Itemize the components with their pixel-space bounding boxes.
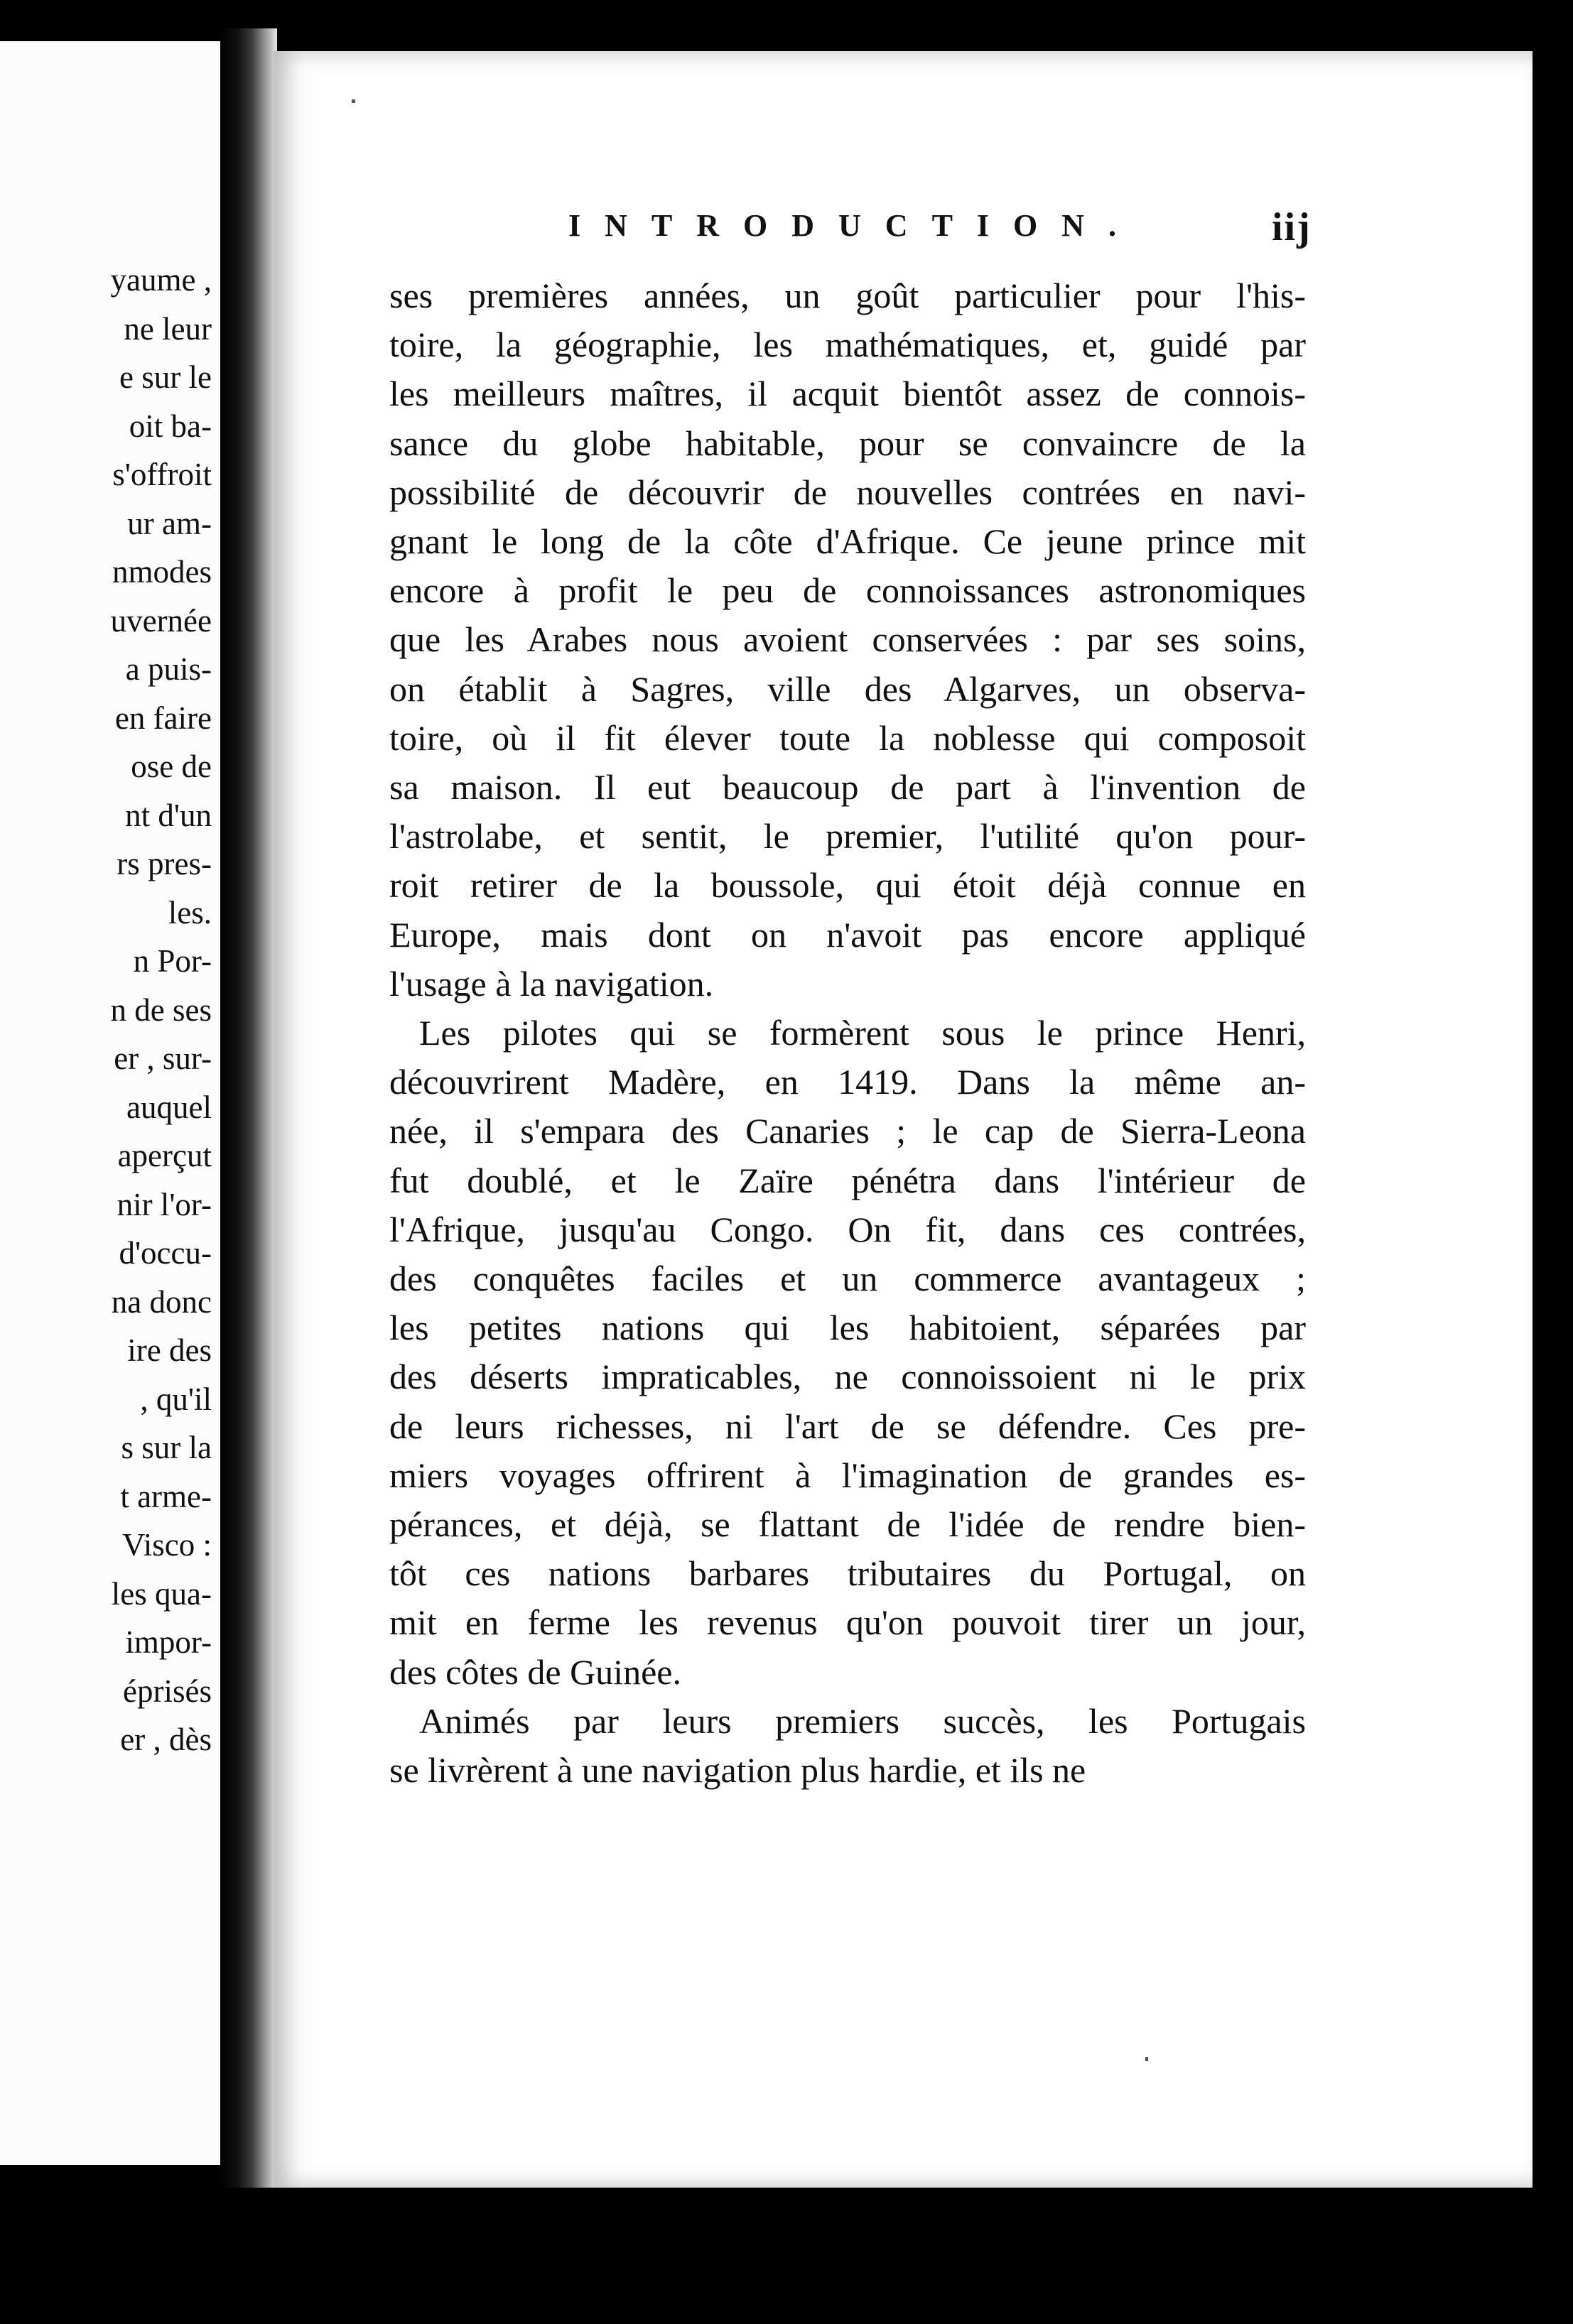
left-page-line: ur am-	[127, 505, 212, 541]
left-page-line: ire des	[127, 1332, 212, 1368]
paragraph	[389, 1697, 1306, 1795]
page-speck	[352, 99, 355, 103]
left-page-text	[111, 256, 212, 1764]
text-line: ses premières années, un goût particulier pour l'his-	[389, 276, 1306, 315]
text-line: toire, la géographie, les mathématiques, et, guidé par	[389, 325, 1306, 365]
text-line: née, il s'empara des Canaries ; le cap de Sierra-Leona	[389, 1111, 1306, 1151]
left-page-line: aperçut	[117, 1138, 212, 1173]
text-line: possibilité de découvrir de nouvelles contrées en navi-	[389, 472, 1306, 512]
text-line: toire, où il fit élever toute la noblesse qui composoit	[389, 717, 1306, 758]
left-page-line: ne leur	[124, 310, 212, 347]
paragraph	[389, 271, 1306, 1009]
left-page-line: uvernée	[110, 602, 212, 639]
text-line: des déserts impraticables, ne connoissoient ni le prix	[389, 1357, 1306, 1397]
left-page-line: Visco :	[121, 1527, 212, 1563]
left-page-line: nt d'un	[125, 797, 212, 833]
left-page-line: s sur la	[121, 1430, 212, 1465]
left-page-line: oit ba-	[129, 408, 212, 444]
text-line: on établit à Sagres, ville des Algarves, un observa-	[389, 668, 1306, 709]
text-line: gnant le long de la côte d'Afrique. Ce jeune prince mit	[389, 521, 1306, 562]
text-line: se livrèrent à une navigation plus hardie, et ils ne	[389, 1750, 1086, 1791]
text-line: l'astrolabe, et sentit, le premier, l'utilité qu'on pour-	[389, 816, 1306, 857]
left-facing-page	[0, 41, 220, 2165]
text-line: Europe, mais dont on n'avoit pas encore appliqué	[389, 914, 1306, 955]
left-page-line: s'offroit	[112, 457, 212, 492]
left-page-line: er , sur-	[114, 1041, 212, 1076]
text-line: découvrirent Madère, en 1419. Dans la même an-	[389, 1062, 1306, 1102]
body-text	[389, 271, 1306, 1795]
page-number: iij	[1272, 205, 1312, 249]
left-page-line: , qu'il	[140, 1381, 212, 1417]
left-page-line: les qua-	[111, 1575, 212, 1612]
left-page-line: a puis-	[125, 651, 212, 687]
paragraph	[389, 1009, 1306, 1697]
left-page-line: yaume ,	[110, 262, 212, 298]
text-line: fut doublé, et le Zaïre pénétra dans l'intérieur de	[389, 1160, 1306, 1200]
text-line: que les Arabes nous avoient conservées : par ses soins,	[389, 619, 1306, 660]
left-page-line: en faire	[114, 700, 212, 736]
text-line: encore à profit le peu de connoissances astronomiques	[389, 570, 1306, 611]
text-line: les meilleurs maîtres, il acquit bientôt assez de connois-	[389, 374, 1306, 414]
text-line: sance du globe habitable, pour se convaincre de la	[389, 423, 1306, 463]
left-page-line: d'occu-	[119, 1235, 212, 1271]
text-line: Les pilotes qui se formèrent sous le prince Henri,	[419, 1013, 1306, 1053]
text-line: roit retirer de la boussole, qui étoit déjà connue en	[389, 865, 1306, 906]
page-speck	[1145, 2057, 1148, 2061]
text-line: mit en ferme les revenus qu'on pouvoit tirer un jour,	[389, 1602, 1306, 1643]
left-page-line: éprisés	[123, 1673, 212, 1709]
text-line: sa maison. Il eut beaucoup de part à l'invention de	[389, 767, 1306, 808]
left-page-line: t arme-	[120, 1478, 212, 1514]
text-line: Animés par leurs premiers succès, les Portugais	[419, 1700, 1306, 1741]
left-page-line: er , dès	[120, 1722, 212, 1757]
text-line: de leurs richesses, ni l'art de se défendre. Ces pre-	[389, 1406, 1306, 1446]
text-line: l'Afrique, jusqu'au Congo. On fit, dans ces contrées,	[389, 1209, 1306, 1249]
text-line: l'usage à la navigation.	[389, 963, 714, 1004]
text-line: les petites nations qui les habitoient, séparées par	[389, 1308, 1306, 1348]
left-page-line: rs pres-	[117, 846, 212, 881]
text-line: miers voyages offrirent à l'imagination de grandes es-	[389, 1455, 1306, 1495]
book-gutter	[220, 28, 277, 2188]
left-page-line: auquel	[126, 1089, 212, 1125]
text-line: tôt ces nations barbares tributaires du Portugal, on	[389, 1553, 1306, 1594]
text-line: des côtes de Guinée.	[389, 1651, 681, 1692]
left-page-line: ose de	[131, 749, 212, 784]
left-page-line: na donc	[111, 1283, 212, 1320]
left-page-line: nmodes	[112, 554, 212, 590]
running-header: INTRODUCTION.	[568, 208, 1141, 243]
left-page-line: les.	[168, 894, 212, 930]
text-line: des conquêtes faciles et un commerce avantageux ;	[389, 1259, 1306, 1299]
left-page-line: nir l'or-	[117, 1186, 212, 1222]
left-page-line: n Por-	[133, 943, 212, 979]
left-page-line: impor-	[125, 1624, 212, 1660]
left-page-line: e sur le	[119, 359, 212, 395]
left-page-line: n de ses	[110, 992, 212, 1028]
text-line: pérances, et déjà, se flattant de l'idée de rendre bien-	[389, 1504, 1306, 1545]
